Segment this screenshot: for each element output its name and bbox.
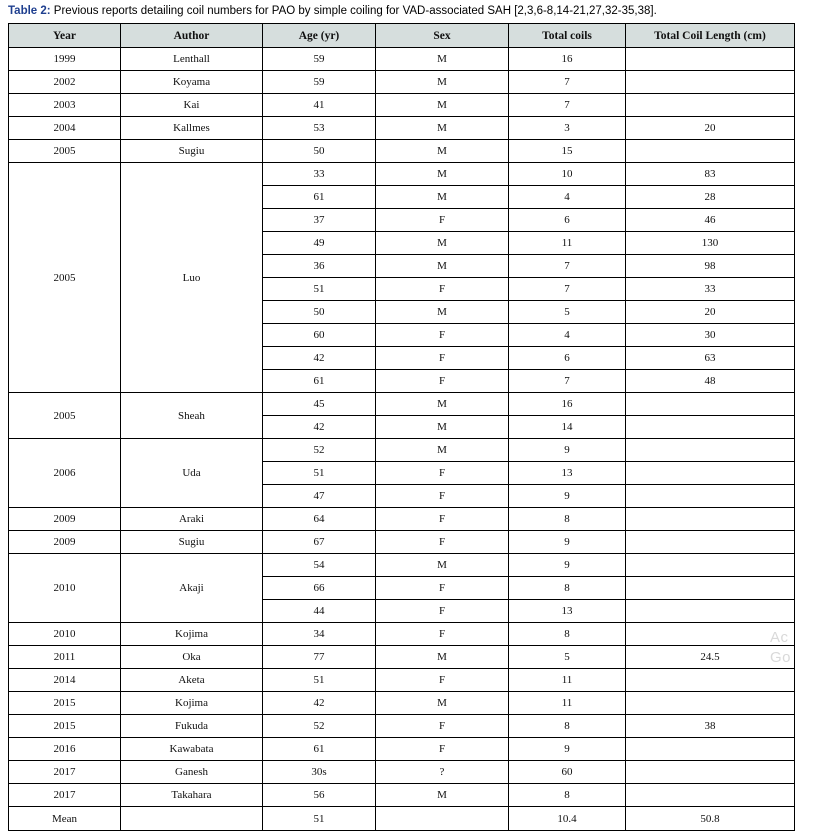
cell-year: 2011 [9,646,121,669]
table-row [9,692,795,715]
cell-total-coil-length [626,669,795,692]
cell-sex: F [376,278,509,301]
table-row [9,623,795,646]
cell-year: 2017 [9,761,121,784]
table-summary-row [9,807,795,831]
table-header [9,24,795,48]
table-container [8,23,794,831]
table-row [9,669,795,692]
cell-age: 67 [263,531,376,554]
cell-year: 2006 [9,439,121,508]
cell-total-coil-length [626,71,795,94]
cell-total-coil-length: 38 [626,715,795,738]
cell-sex: F [376,531,509,554]
cell-year: 2016 [9,738,121,761]
cell-sex: M [376,554,509,577]
cell-author: Akaji [121,554,263,623]
table-row [9,554,795,577]
cell-age: 47 [263,485,376,508]
cell-total-coils: 3 [509,117,626,140]
table-header-row [9,24,795,48]
cell-sex: F [376,623,509,646]
cell-sex: F [376,577,509,600]
cell-sex: M [376,439,509,462]
table-row [9,784,795,807]
cell-total-coil-length [626,577,795,600]
cell-age: 77 [263,646,376,669]
cell-total-coils: 8 [509,623,626,646]
cell-year: 2015 [9,692,121,715]
cell-total-coils: 6 [509,209,626,232]
cell-year: 2009 [9,508,121,531]
cell-author: Kojima [121,623,263,646]
cell-total-coils: 11 [509,692,626,715]
table-caption-label: Table 2: [8,5,51,17]
cell-total-coils: 16 [509,393,626,416]
cell-summary-label: Mean [9,807,121,831]
table-row [9,715,795,738]
cell-sex: M [376,692,509,715]
cell-total-coils: 5 [509,646,626,669]
cell-sex: M [376,48,509,71]
cell-total-coil-length: 20 [626,301,795,324]
cell-total-coil-length: 46 [626,209,795,232]
cell-sex: F [376,669,509,692]
cell-sex: M [376,186,509,209]
cell-total-coils: 7 [509,94,626,117]
cell-year: 1999 [9,48,121,71]
cell-total-coil-length [626,692,795,715]
cell-total-coil-length: 83 [626,163,795,186]
table-row [9,761,795,784]
cell-age: 59 [263,71,376,94]
cell-sex: M [376,71,509,94]
cell-year: 2010 [9,554,121,623]
table-row [9,531,795,554]
cell-total-coils: 4 [509,186,626,209]
cell-sex: ? [376,761,509,784]
cell-total-coil-length [626,439,795,462]
cell-age: 44 [263,600,376,623]
cell-total-coils: 9 [509,439,626,462]
cell-total-coil-length [626,462,795,485]
cell-sex: M [376,232,509,255]
cell-year: 2009 [9,531,121,554]
table-row [9,393,795,416]
cell-author: Ganesh [121,761,263,784]
table-row [9,508,795,531]
cell-sex: M [376,94,509,117]
cell-total-coil-length: 24.5 [626,646,795,669]
cell-total-coil-length [626,738,795,761]
cell-total-coil-length: 98 [626,255,795,278]
cell-year: 2010 [9,623,121,646]
column-header-year: Year [9,24,121,48]
cell-total-coils: 9 [509,738,626,761]
cell-sex: F [376,209,509,232]
cell-year: 2004 [9,117,121,140]
cell-total-coils: 16 [509,48,626,71]
cell-total-coils: 13 [509,600,626,623]
table-row [9,439,795,462]
cell-total-coil-length: 20 [626,117,795,140]
cell-total-coil-length [626,393,795,416]
cell-year: 2017 [9,784,121,807]
cell-age: 53 [263,117,376,140]
table-caption [8,4,820,18]
cell-author: Araki [121,508,263,531]
cell-total-coil-length: 28 [626,186,795,209]
cell-age: 66 [263,577,376,600]
cell-age: 42 [263,416,376,439]
cell-sex: M [376,393,509,416]
cell-age: 50 [263,140,376,163]
cell-total-coil-length [626,554,795,577]
cell-author: Takahara [121,784,263,807]
cell-total-coils: 8 [509,715,626,738]
cell-age: 61 [263,738,376,761]
cell-total-coils: 9 [509,531,626,554]
cell-age: 41 [263,94,376,117]
cell-age: 64 [263,508,376,531]
cell-author: Sugiu [121,140,263,163]
cell-sex: M [376,117,509,140]
cell-age: 42 [263,692,376,715]
cell-total-coils: 7 [509,278,626,301]
cell-age: 45 [263,393,376,416]
cell-total-coils: 6 [509,347,626,370]
cell-total-coil-length: 30 [626,324,795,347]
cell-sex: F [376,462,509,485]
cell-total-coil-length [626,485,795,508]
cell-total-coil-length [626,761,795,784]
cell-author: Oka [121,646,263,669]
cell-year: 2005 [9,163,121,393]
cell-author: Sheah [121,393,263,439]
cell-total-coils: 9 [509,485,626,508]
cell-sex: F [376,738,509,761]
cell-age: 36 [263,255,376,278]
cell-summary-total-coil-length: 50.8 [626,807,795,831]
cell-year: 2014 [9,669,121,692]
table-row [9,646,795,669]
cell-author: Kojima [121,692,263,715]
cell-author: Aketa [121,669,263,692]
cell-age: 61 [263,186,376,209]
cell-total-coils: 7 [509,255,626,278]
cell-total-coil-length [626,140,795,163]
cell-author: Sugiu [121,531,263,554]
cell-total-coils: 60 [509,761,626,784]
cell-year: 2005 [9,393,121,439]
cell-sex: M [376,784,509,807]
cell-sex: F [376,485,509,508]
cell-total-coils: 11 [509,669,626,692]
cell-total-coils: 7 [509,370,626,393]
table-body [9,48,795,831]
cell-author: Fukuda [121,715,263,738]
cell-age: 52 [263,439,376,462]
cell-sex: F [376,370,509,393]
cell-age: 51 [263,669,376,692]
cell-author: Lenthall [121,48,263,71]
cell-total-coil-length: 63 [626,347,795,370]
cell-total-coil-length [626,508,795,531]
column-header-total-coil-length: Total Coil Length (cm) [626,24,795,48]
cell-total-coils: 4 [509,324,626,347]
cell-year: 2005 [9,140,121,163]
table-caption-text: Previous reports detailing coil numbers for PAO by simple coiling for VAD-associated SAH [2,3,6-8,14-21,27,32-35,38]. [50,5,657,17]
column-header-sex: Sex [376,24,509,48]
cell-total-coils: 13 [509,462,626,485]
cell-total-coil-length: 130 [626,232,795,255]
coil-reports-table [8,23,795,831]
cell-sex: M [376,140,509,163]
cell-total-coil-length [626,784,795,807]
cell-total-coil-length [626,531,795,554]
cell-sex: M [376,416,509,439]
cell-year: 2003 [9,94,121,117]
cell-age: 56 [263,784,376,807]
cell-summary-sex [376,807,509,831]
cell-sex: F [376,324,509,347]
column-header-author: Author [121,24,263,48]
cell-summary-total-coils: 10.4 [509,807,626,831]
cell-total-coils: 15 [509,140,626,163]
cell-total-coil-length [626,416,795,439]
table-row [9,48,795,71]
cell-total-coil-length [626,623,795,646]
cell-year: 2015 [9,715,121,738]
cell-year: 2002 [9,71,121,94]
cell-total-coils: 8 [509,577,626,600]
cell-age: 51 [263,462,376,485]
cell-age: 34 [263,623,376,646]
cell-total-coils: 9 [509,554,626,577]
cell-age: 59 [263,48,376,71]
cell-total-coils: 5 [509,301,626,324]
cell-author: Kawabata [121,738,263,761]
column-header-total-coils: Total coils [509,24,626,48]
cell-age: 60 [263,324,376,347]
cell-age: 51 [263,278,376,301]
cell-summary-age: 51 [263,807,376,831]
cell-total-coil-length [626,600,795,623]
watermark-line-1: Ac [770,629,789,646]
cell-age: 61 [263,370,376,393]
cell-total-coil-length: 48 [626,370,795,393]
cell-total-coil-length: 33 [626,278,795,301]
cell-author: Luo [121,163,263,393]
cell-author: Kallmes [121,117,263,140]
table-row [9,738,795,761]
cell-author: Uda [121,439,263,508]
cell-total-coils: 14 [509,416,626,439]
cell-total-coils: 10 [509,163,626,186]
cell-sex: F [376,600,509,623]
table-row [9,163,795,186]
cell-author: Koyama [121,71,263,94]
cell-sex: F [376,715,509,738]
watermark-line-2: Go [770,649,792,666]
cell-age: 37 [263,209,376,232]
cell-age: 52 [263,715,376,738]
cell-age: 30s [263,761,376,784]
cell-sex: M [376,163,509,186]
cell-age: 54 [263,554,376,577]
cell-total-coils: 11 [509,232,626,255]
cell-sex: M [376,301,509,324]
cell-age: 33 [263,163,376,186]
cell-sex: F [376,347,509,370]
cell-total-coils: 8 [509,508,626,531]
cell-total-coil-length [626,94,795,117]
cell-total-coils: 8 [509,784,626,807]
cell-author: Kai [121,94,263,117]
cell-sex: F [376,508,509,531]
table-row [9,140,795,163]
cell-summary-author [121,807,263,831]
table-row [9,94,795,117]
cell-total-coil-length [626,48,795,71]
cell-sex: M [376,255,509,278]
cell-age: 42 [263,347,376,370]
cell-sex: M [376,646,509,669]
cell-total-coils: 7 [509,71,626,94]
column-header-age: Age (yr) [263,24,376,48]
table-row [9,117,795,140]
table-row [9,71,795,94]
cell-age: 49 [263,232,376,255]
cell-age: 50 [263,301,376,324]
